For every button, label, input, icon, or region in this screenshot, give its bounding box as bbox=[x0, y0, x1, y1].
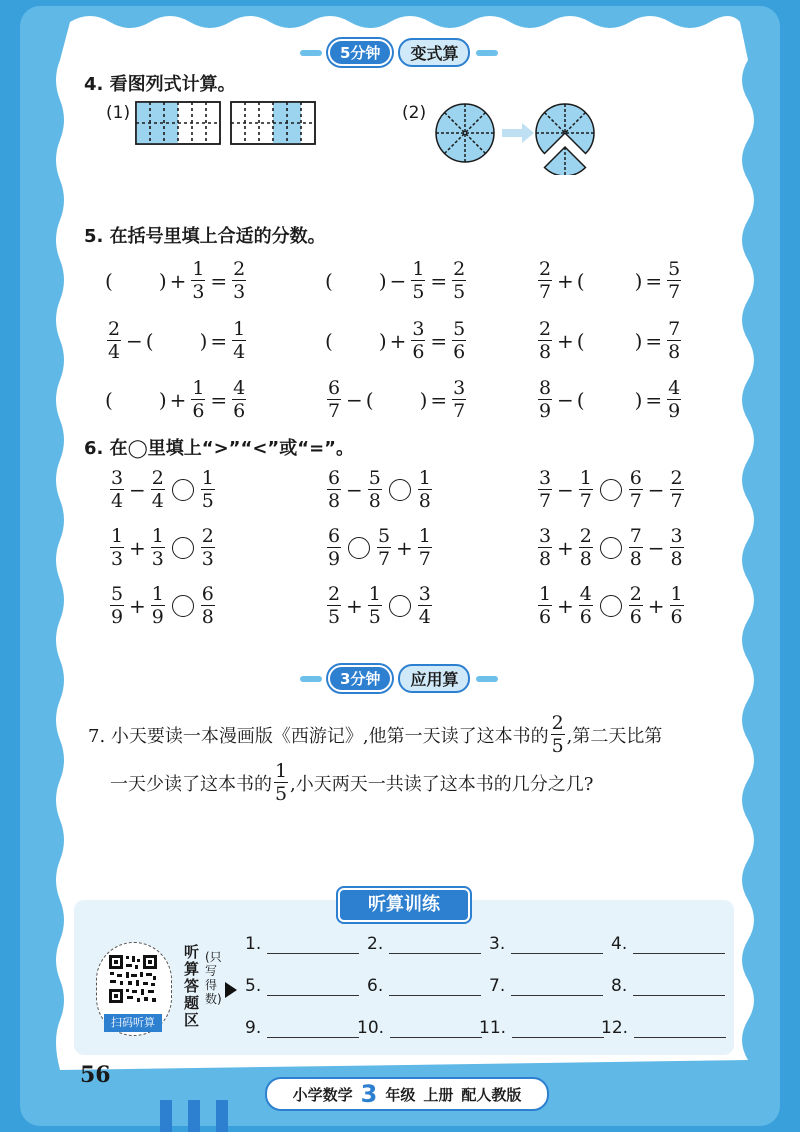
minus-sign: − bbox=[346, 477, 363, 502]
answer-number: 8. bbox=[611, 976, 628, 996]
q4-part2-label: (2) bbox=[402, 103, 427, 123]
section-title: 应用算 bbox=[398, 664, 470, 693]
plus-sign: + bbox=[389, 328, 407, 353]
compare-circle[interactable] bbox=[348, 537, 370, 559]
compare-circle[interactable] bbox=[600, 537, 622, 559]
equals-sign: = bbox=[210, 328, 228, 353]
q5-expr-7 bbox=[105, 377, 248, 422]
denominator: 6 bbox=[670, 606, 683, 628]
denominator: 3 bbox=[110, 548, 124, 570]
denominator: 9 bbox=[538, 400, 552, 422]
fraction bbox=[191, 377, 205, 422]
answer-line[interactable] bbox=[633, 935, 725, 954]
numerator: 1 bbox=[418, 467, 431, 489]
numerator: 6 bbox=[201, 583, 214, 605]
fraction bbox=[151, 467, 165, 512]
numerator: 3 bbox=[418, 583, 431, 605]
denominator: 7 bbox=[418, 548, 431, 570]
numerator: 1 bbox=[274, 760, 288, 782]
fraction bbox=[670, 467, 684, 512]
equals-sign: = bbox=[430, 328, 448, 353]
question-7-text-d: ,小天两天一共读了这本书的几分之几? bbox=[290, 773, 594, 795]
denominator: 5 bbox=[453, 281, 466, 303]
equals-sign: = bbox=[645, 268, 663, 293]
fraction bbox=[629, 583, 643, 628]
fraction bbox=[629, 467, 643, 512]
answer-slot-2[interactable] bbox=[367, 934, 481, 954]
numerator: 1 bbox=[192, 258, 205, 280]
numerator: 3 bbox=[110, 467, 124, 489]
fraction bbox=[110, 583, 124, 628]
denominator: 4 bbox=[418, 606, 431, 628]
fraction bbox=[411, 318, 425, 363]
fraction bbox=[629, 525, 643, 570]
denominator: 5 bbox=[327, 606, 341, 628]
minus-sign: − bbox=[346, 387, 363, 412]
compare-circle[interactable] bbox=[389, 595, 411, 617]
fraction bbox=[411, 258, 425, 303]
q4-circle-figures bbox=[430, 95, 610, 175]
answer-area-note: (只写得数) bbox=[205, 950, 222, 1006]
question-7-text-c: 一天少读了这本书的 bbox=[110, 773, 272, 795]
denominator: 6 bbox=[629, 606, 642, 628]
answer-number: 3. bbox=[489, 934, 506, 954]
answer-slot-3[interactable] bbox=[489, 934, 603, 954]
fraction bbox=[538, 525, 552, 570]
question-6-title: 6. 在◯里填上“>”“<”或“=”。 bbox=[84, 438, 354, 459]
fraction bbox=[232, 318, 246, 363]
numerator: 6 bbox=[327, 525, 341, 547]
denominator: 8 bbox=[538, 548, 552, 570]
paren-close: ) bbox=[199, 328, 208, 353]
question-4-title: 4. 看图列式计算。 bbox=[84, 74, 236, 95]
denominator: 7 bbox=[538, 281, 552, 303]
fraction bbox=[538, 377, 552, 422]
numerator: 1 bbox=[412, 258, 425, 280]
q6-expr-1 bbox=[108, 467, 217, 512]
denominator: 3 bbox=[151, 548, 164, 570]
answer-number: 7. bbox=[489, 976, 506, 996]
denominator: 9 bbox=[327, 548, 341, 570]
banner-line-right bbox=[476, 676, 498, 682]
numerator: 5 bbox=[110, 583, 124, 605]
denominator: 4 bbox=[110, 490, 124, 512]
section-banner-transform bbox=[300, 38, 498, 67]
answer-line[interactable] bbox=[389, 935, 481, 954]
q5-expr-6 bbox=[536, 318, 683, 363]
question-7-line-2 bbox=[110, 760, 593, 805]
answer-number: 11. bbox=[479, 1018, 507, 1038]
numerator: 2 bbox=[579, 525, 592, 547]
fraction bbox=[327, 525, 341, 570]
fraction bbox=[110, 525, 124, 570]
denominator: 8 bbox=[670, 548, 683, 570]
equals-sign: = bbox=[210, 387, 228, 412]
numerator: 2 bbox=[538, 258, 552, 280]
compare-circle[interactable] bbox=[600, 595, 622, 617]
plus-sign: + bbox=[557, 535, 574, 560]
denominator: 4 bbox=[151, 490, 164, 512]
numerator: 2 bbox=[107, 318, 121, 340]
answer-slot-11[interactable] bbox=[479, 1018, 604, 1038]
answer-line[interactable] bbox=[633, 977, 725, 996]
answer-line[interactable] bbox=[634, 1019, 726, 1038]
fraction bbox=[452, 258, 466, 303]
denominator: 5 bbox=[201, 490, 214, 512]
paren-close: ) bbox=[158, 268, 167, 293]
numerator: 2 bbox=[327, 583, 341, 605]
footer-volume: 上册 bbox=[423, 1085, 454, 1104]
fraction bbox=[368, 467, 382, 512]
q5-expr-1 bbox=[105, 258, 248, 303]
answer-number: 4. bbox=[611, 934, 628, 954]
numerator: 4 bbox=[579, 583, 592, 605]
answer-number: 2. bbox=[367, 934, 384, 954]
fraction bbox=[579, 467, 593, 512]
fraction bbox=[551, 712, 565, 757]
minus-sign: − bbox=[129, 477, 146, 502]
numerator: 1 bbox=[110, 525, 124, 547]
numerator: 4 bbox=[668, 377, 681, 399]
section-banner-application bbox=[300, 664, 498, 693]
paren-open: ( bbox=[576, 268, 585, 293]
denominator: 5 bbox=[551, 735, 564, 757]
denominator: 7 bbox=[377, 548, 391, 570]
fraction bbox=[667, 318, 681, 363]
fraction bbox=[274, 760, 288, 805]
fraction bbox=[538, 583, 552, 628]
section-title: 变式算 bbox=[398, 38, 470, 67]
answer-slot-1[interactable] bbox=[245, 934, 359, 954]
answer-slot-4[interactable] bbox=[611, 934, 725, 954]
plus-sign: + bbox=[557, 593, 574, 618]
denominator: 7 bbox=[453, 400, 466, 422]
paren-close: ) bbox=[419, 387, 428, 412]
denominator: 8 bbox=[629, 548, 642, 570]
q4-rectangle-figures bbox=[135, 100, 335, 150]
paren-close: ) bbox=[378, 328, 387, 353]
denominator: 8 bbox=[579, 548, 592, 570]
fraction bbox=[670, 583, 684, 628]
fraction bbox=[452, 318, 466, 363]
numerator: 2 bbox=[670, 467, 683, 489]
denominator: 8 bbox=[327, 490, 341, 512]
answer-number: 1. bbox=[245, 934, 262, 954]
denominator: 3 bbox=[192, 281, 205, 303]
paren-close: ) bbox=[634, 268, 643, 293]
fraction bbox=[327, 583, 341, 628]
q5-expr-9 bbox=[536, 377, 683, 422]
answer-line[interactable] bbox=[511, 977, 603, 996]
fraction bbox=[110, 467, 124, 512]
numerator: 4 bbox=[233, 377, 246, 399]
denominator: 6 bbox=[412, 341, 425, 363]
compare-circle[interactable] bbox=[172, 479, 194, 501]
denominator: 6 bbox=[579, 606, 592, 628]
numerator: 2 bbox=[233, 258, 246, 280]
answer-slot-12[interactable] bbox=[601, 1018, 726, 1038]
triangle-pointer-icon bbox=[225, 982, 237, 998]
plus-sign: + bbox=[346, 593, 363, 618]
answer-slot-6[interactable] bbox=[367, 976, 481, 996]
plus-sign: + bbox=[396, 535, 413, 560]
banner-line-left bbox=[300, 676, 322, 682]
plus-sign: + bbox=[169, 268, 187, 293]
paren-open: ( bbox=[325, 328, 333, 353]
answer-line[interactable] bbox=[389, 977, 481, 996]
fraction bbox=[418, 583, 432, 628]
paren-open: ( bbox=[145, 328, 154, 353]
compare-circle[interactable] bbox=[600, 479, 622, 501]
numerator: 5 bbox=[368, 467, 381, 489]
minus-sign: − bbox=[557, 477, 574, 502]
q6-expr-3 bbox=[536, 467, 686, 512]
q6-expr-7 bbox=[108, 583, 217, 628]
plus-sign: + bbox=[129, 593, 146, 618]
question-7-text-b: ,第二天比第 bbox=[566, 725, 663, 747]
paren-close: ) bbox=[378, 268, 387, 293]
plus-sign: + bbox=[647, 593, 665, 618]
q5-expr-3 bbox=[536, 258, 683, 303]
denominator: 3 bbox=[233, 281, 246, 303]
denominator: 9 bbox=[151, 606, 164, 628]
fraction bbox=[327, 377, 341, 422]
numerator: 7 bbox=[629, 525, 642, 547]
paren-open: ( bbox=[365, 387, 374, 412]
fraction bbox=[538, 467, 552, 512]
numerator: 3 bbox=[453, 377, 466, 399]
section-time-badge: 3分钟 bbox=[328, 665, 392, 692]
numerator: 1 bbox=[670, 583, 683, 605]
fraction bbox=[452, 377, 466, 422]
numerator: 1 bbox=[151, 525, 164, 547]
paren-open: ( bbox=[325, 268, 333, 293]
fraction bbox=[201, 583, 215, 628]
plus-sign: + bbox=[129, 535, 146, 560]
numerator: 3 bbox=[538, 467, 552, 489]
question-7-text-a: 7. 小天要读一本漫画版《西游记》,他第一天读了这本书的 bbox=[88, 725, 549, 747]
numerator: 5 bbox=[377, 525, 391, 547]
footer-grade-number: 3 bbox=[360, 1080, 378, 1108]
numerator: 1 bbox=[201, 467, 214, 489]
numerator: 2 bbox=[201, 525, 214, 547]
answer-number: 6. bbox=[367, 976, 384, 996]
numerator: 1 bbox=[538, 583, 552, 605]
paren-open: ( bbox=[576, 328, 585, 353]
numerator: 1 bbox=[368, 583, 381, 605]
question-5-title: 5. 在括号里填上合适的分数。 bbox=[84, 226, 326, 247]
denominator: 4 bbox=[107, 341, 121, 363]
equals-sign: = bbox=[430, 268, 448, 293]
answer-slot-10[interactable] bbox=[357, 1018, 482, 1038]
denominator: 7 bbox=[327, 400, 341, 422]
plus-sign: + bbox=[557, 268, 574, 293]
numerator: 3 bbox=[538, 525, 552, 547]
answer-slot-7[interactable] bbox=[489, 976, 603, 996]
denominator: 7 bbox=[629, 490, 642, 512]
q6-expr-9 bbox=[536, 583, 686, 628]
fraction bbox=[151, 583, 165, 628]
paren-close: ) bbox=[158, 387, 167, 412]
compare-circle[interactable] bbox=[389, 479, 411, 501]
fraction bbox=[579, 525, 593, 570]
equals-sign: = bbox=[430, 387, 448, 412]
banner-line-left bbox=[300, 50, 322, 56]
fraction bbox=[151, 525, 165, 570]
q6-expr-6 bbox=[536, 525, 686, 570]
fraction bbox=[107, 318, 121, 363]
denominator: 6 bbox=[192, 400, 205, 422]
numerator: 1 bbox=[151, 583, 164, 605]
compare-circle[interactable] bbox=[172, 595, 194, 617]
denominator: 8 bbox=[368, 490, 381, 512]
numerator: 2 bbox=[453, 258, 466, 280]
numerator: 1 bbox=[418, 525, 431, 547]
listening-title: 听算训练 bbox=[338, 888, 470, 922]
denominator: 3 bbox=[201, 548, 214, 570]
numerator: 5 bbox=[453, 318, 466, 340]
q5-expr-4 bbox=[105, 318, 248, 363]
fraction bbox=[667, 377, 681, 422]
denominator: 6 bbox=[233, 400, 246, 422]
numerator: 6 bbox=[327, 377, 341, 399]
denominator: 8 bbox=[668, 341, 681, 363]
fraction bbox=[670, 525, 684, 570]
denominator: 8 bbox=[201, 606, 214, 628]
denominator: 5 bbox=[368, 606, 381, 628]
denominator: 4 bbox=[233, 341, 246, 363]
numerator: 8 bbox=[538, 377, 552, 399]
denominator: 5 bbox=[274, 783, 288, 805]
minus-sign: − bbox=[557, 387, 574, 412]
answer-number: 9. bbox=[245, 1018, 262, 1038]
q5-expr-8 bbox=[325, 377, 468, 422]
paren-close: ) bbox=[634, 387, 643, 412]
minus-sign: − bbox=[126, 328, 143, 353]
answer-slot-5[interactable] bbox=[245, 976, 359, 996]
denominator: 7 bbox=[670, 490, 683, 512]
fraction bbox=[201, 467, 215, 512]
answer-number: 12. bbox=[601, 1018, 629, 1038]
answer-line[interactable] bbox=[267, 935, 359, 954]
numerator: 1 bbox=[192, 377, 205, 399]
numerator: 2 bbox=[538, 318, 552, 340]
equals-sign: = bbox=[645, 387, 663, 412]
minus-sign: − bbox=[647, 477, 665, 502]
numerator: 2 bbox=[551, 712, 564, 734]
section-time-badge: 5分钟 bbox=[328, 39, 392, 66]
answer-line[interactable] bbox=[267, 1019, 359, 1038]
answer-slot-9[interactable] bbox=[245, 1018, 359, 1038]
q6-expr-4 bbox=[108, 525, 217, 570]
q6-expr-2 bbox=[325, 467, 434, 512]
paren-close: ) bbox=[634, 328, 643, 353]
denominator: 6 bbox=[538, 606, 552, 628]
numerator: 7 bbox=[668, 318, 681, 340]
q5-expr-5 bbox=[325, 318, 468, 363]
answer-line[interactable] bbox=[390, 1019, 482, 1038]
denominator: 8 bbox=[418, 490, 431, 512]
question-7-line-1 bbox=[88, 712, 662, 757]
numerator: 3 bbox=[412, 318, 425, 340]
qr-code-icon[interactable] bbox=[108, 954, 158, 1004]
q4-part1-label: (1) bbox=[106, 103, 131, 123]
fraction bbox=[667, 258, 681, 303]
denominator: 7 bbox=[579, 490, 592, 512]
fraction bbox=[191, 258, 205, 303]
denominator: 9 bbox=[110, 606, 124, 628]
paren-open: ( bbox=[105, 387, 113, 412]
numerator: 6 bbox=[629, 467, 642, 489]
q5-expr-2 bbox=[325, 258, 468, 303]
answer-line[interactable] bbox=[512, 1019, 604, 1038]
footer-grade: 年级 bbox=[385, 1085, 416, 1104]
footer-subject: 小学数学 bbox=[292, 1085, 353, 1104]
numerator: 1 bbox=[579, 467, 592, 489]
fraction bbox=[368, 583, 382, 628]
fraction bbox=[418, 467, 432, 512]
fraction bbox=[327, 467, 341, 512]
q6-expr-8 bbox=[325, 583, 434, 628]
denominator: 6 bbox=[453, 341, 466, 363]
fraction bbox=[538, 318, 552, 363]
fraction bbox=[232, 258, 246, 303]
footer-edition: 配人教版 bbox=[461, 1085, 522, 1104]
fraction bbox=[377, 525, 391, 570]
plus-sign: + bbox=[557, 328, 574, 353]
denominator: 7 bbox=[538, 490, 552, 512]
paren-open: ( bbox=[105, 268, 113, 293]
answer-number: 10. bbox=[357, 1018, 385, 1038]
fraction bbox=[579, 583, 593, 628]
denominator: 7 bbox=[668, 281, 681, 303]
answer-number: 5. bbox=[245, 976, 262, 996]
denominator: 8 bbox=[538, 341, 552, 363]
numerator: 2 bbox=[629, 583, 642, 605]
numerator: 2 bbox=[151, 467, 164, 489]
minus-sign: − bbox=[389, 268, 407, 293]
q6-expr-5 bbox=[325, 525, 434, 570]
fraction bbox=[418, 525, 432, 570]
minus-sign: − bbox=[647, 535, 665, 560]
numerator: 1 bbox=[233, 318, 246, 340]
fraction bbox=[232, 377, 246, 422]
equals-sign: = bbox=[210, 268, 228, 293]
answer-slot-8[interactable] bbox=[611, 976, 725, 996]
scan-to-listen-label: 扫码听算 bbox=[104, 1014, 162, 1032]
plus-sign: + bbox=[169, 387, 187, 412]
paren-open: ( bbox=[576, 387, 585, 412]
compare-circle[interactable] bbox=[172, 537, 194, 559]
banner-line-right bbox=[476, 50, 498, 56]
denominator: 9 bbox=[668, 400, 681, 422]
answer-area-label: 听算答题区 bbox=[184, 943, 200, 1029]
answer-line[interactable] bbox=[511, 935, 603, 954]
fraction bbox=[201, 525, 215, 570]
answer-line[interactable] bbox=[267, 977, 359, 996]
numerator: 6 bbox=[327, 467, 341, 489]
equals-sign: = bbox=[645, 328, 663, 353]
denominator: 5 bbox=[412, 281, 425, 303]
numerator: 5 bbox=[668, 258, 681, 280]
numerator: 3 bbox=[670, 525, 683, 547]
fraction bbox=[538, 258, 552, 303]
page-number: 56 bbox=[80, 1062, 111, 1088]
book-footer bbox=[265, 1077, 549, 1111]
